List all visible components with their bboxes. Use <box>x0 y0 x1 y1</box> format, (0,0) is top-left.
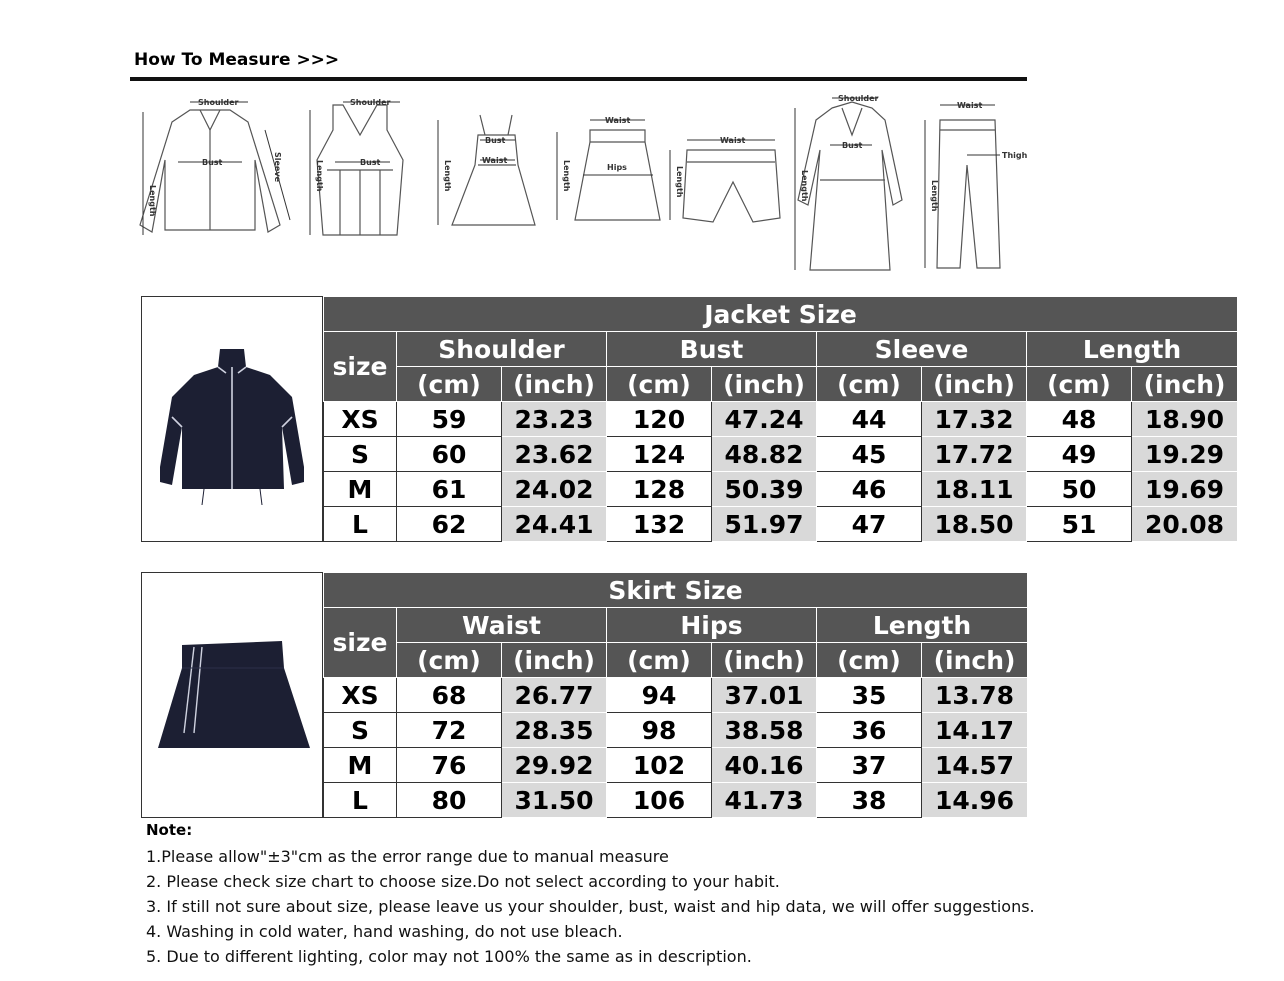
value-cell: 102 <box>607 748 712 783</box>
value-cell: 19.29 <box>1132 437 1238 472</box>
unit-inch: (inch) <box>502 367 607 402</box>
value-cell: 60 <box>397 437 502 472</box>
note-line: 4. Washing in cold water, hand washing, do not use bleach. <box>146 922 623 941</box>
skirt-image <box>141 572 323 818</box>
value-cell: 128 <box>607 472 712 507</box>
value-cell: 132 <box>607 507 712 542</box>
value-cell: 72 <box>397 713 502 748</box>
note-line: 2. Please check size chart to choose size.Do not select according to your habit. <box>146 872 780 891</box>
value-cell: 24.41 <box>502 507 607 542</box>
skirt-size-table <box>323 572 1028 818</box>
unit-cm: (cm) <box>607 643 712 678</box>
value-cell: 50 <box>1027 472 1132 507</box>
skirt-header-waist: Waist <box>397 608 607 643</box>
value-cell: 35 <box>817 678 922 713</box>
value-cell: 124 <box>607 437 712 472</box>
value-cell: 20.08 <box>1132 507 1238 542</box>
cami-length-label: Length <box>443 160 452 192</box>
value-cell: 44 <box>817 402 922 437</box>
size-cell: XS <box>324 402 397 437</box>
value-cell: 47.24 <box>712 402 817 437</box>
value-cell: 36 <box>817 713 922 748</box>
tank-bust-label: Bust <box>360 158 381 167</box>
measurement-diagrams <box>130 90 1030 275</box>
blouse-shoulder-label: Shoulder <box>198 98 239 107</box>
value-cell: 37 <box>817 748 922 783</box>
value-cell: 37.01 <box>712 678 817 713</box>
coat-diagram <box>790 90 910 275</box>
value-cell: 14.57 <box>922 748 1028 783</box>
value-cell: 46 <box>817 472 922 507</box>
unit-cm: (cm) <box>607 367 712 402</box>
value-cell: 80 <box>397 783 502 818</box>
value-cell: 26.77 <box>502 678 607 713</box>
jacket-header-sleeve: Sleeve <box>817 332 1027 367</box>
cami-dress-diagram <box>430 90 540 245</box>
skirt-diagram <box>545 90 665 245</box>
blouse-length-label: Length <box>148 185 157 217</box>
table-row <box>324 402 1238 437</box>
jacket-size-header: size <box>324 332 397 402</box>
value-cell: 14.96 <box>922 783 1028 818</box>
value-cell: 51 <box>1027 507 1132 542</box>
note-line: 3. If still not sure about size, please leave us your shoulder, bust, waist and hip data, we will offer suggestions. <box>146 897 1035 916</box>
coat-shoulder-label: Shoulder <box>838 94 879 103</box>
pants-length-label: Length <box>930 180 939 212</box>
blouse-diagram <box>130 90 290 245</box>
coat-bust-label: Bust <box>842 141 863 150</box>
skirt-table-title: Skirt Size <box>324 573 1028 608</box>
value-cell: 24.02 <box>502 472 607 507</box>
value-cell: 18.11 <box>922 472 1027 507</box>
value-cell: 50.39 <box>712 472 817 507</box>
value-cell: 23.23 <box>502 402 607 437</box>
value-cell: 76 <box>397 748 502 783</box>
value-cell: 18.90 <box>1132 402 1238 437</box>
size-cell: M <box>324 472 397 507</box>
value-cell: 17.32 <box>922 402 1027 437</box>
value-cell: 41.73 <box>712 783 817 818</box>
jacket-image <box>141 296 323 542</box>
table-row <box>324 678 1028 713</box>
value-cell: 38 <box>817 783 922 818</box>
unit-inch: (inch) <box>502 643 607 678</box>
jacket-header-bust: Bust <box>607 332 817 367</box>
tank-length-label: Length <box>315 160 324 192</box>
size-cell: XS <box>324 678 397 713</box>
title-divider <box>130 77 1027 81</box>
skirt-header-hips: Hips <box>607 608 817 643</box>
value-cell: 13.78 <box>922 678 1028 713</box>
blouse-sleeve-label: Sleeve <box>273 152 282 182</box>
size-cell: S <box>324 713 397 748</box>
unit-cm: (cm) <box>1027 367 1132 402</box>
unit-inch: (inch) <box>922 367 1027 402</box>
skirt-hips-label: Hips <box>607 163 627 172</box>
unit-cm: (cm) <box>397 643 502 678</box>
value-cell: 14.17 <box>922 713 1028 748</box>
skirt-header-length: Length <box>817 608 1028 643</box>
value-cell: 31.50 <box>502 783 607 818</box>
note-line: 1.Please allow"±3"cm as the error range due to manual measure <box>146 847 669 866</box>
table-row <box>324 713 1028 748</box>
pants-diagram <box>915 90 1028 275</box>
value-cell: 45 <box>817 437 922 472</box>
value-cell: 51.97 <box>712 507 817 542</box>
value-cell: 19.69 <box>1132 472 1238 507</box>
value-cell: 18.50 <box>922 507 1027 542</box>
note-line: 5. Due to different lighting, color may not 100% the same as in description. <box>146 947 752 966</box>
value-cell: 106 <box>607 783 712 818</box>
value-cell: 40.16 <box>712 748 817 783</box>
unit-cm: (cm) <box>817 367 922 402</box>
size-cell: L <box>324 783 397 818</box>
value-cell: 68 <box>397 678 502 713</box>
table-row <box>324 437 1238 472</box>
cami-waist-label: Waist <box>482 156 508 165</box>
unit-cm: (cm) <box>817 643 922 678</box>
table-row <box>324 507 1238 542</box>
jacket-header-length: Length <box>1027 332 1238 367</box>
notes-title: Note: <box>146 821 193 839</box>
value-cell: 29.92 <box>502 748 607 783</box>
shorts-waist-label: Waist <box>720 136 746 145</box>
value-cell: 28.35 <box>502 713 607 748</box>
value-cell: 49 <box>1027 437 1132 472</box>
value-cell: 23.62 <box>502 437 607 472</box>
blouse-bust-label: Bust <box>202 158 223 167</box>
coat-length-label: Length <box>800 170 809 202</box>
notes-section <box>146 821 1035 969</box>
tank-shoulder-label: Shoulder <box>350 98 391 107</box>
skirt-size-header: size <box>324 608 397 678</box>
tank-diagram <box>305 90 415 245</box>
value-cell: 59 <box>397 402 502 437</box>
value-cell: 48 <box>1027 402 1132 437</box>
unit-inch: (inch) <box>712 367 817 402</box>
pants-thigh-label: Thigh <box>1002 151 1028 160</box>
how-to-measure-title: How To Measure >>> <box>134 50 340 70</box>
jacket-size-table <box>323 296 1238 542</box>
size-cell: L <box>324 507 397 542</box>
unit-inch: (inch) <box>1132 367 1238 402</box>
unit-cm: (cm) <box>397 367 502 402</box>
value-cell: 61 <box>397 472 502 507</box>
size-cell: M <box>324 748 397 783</box>
shorts-length-label: Length <box>675 166 684 198</box>
jacket-table-title: Jacket Size <box>324 297 1238 332</box>
value-cell: 120 <box>607 402 712 437</box>
value-cell: 48.82 <box>712 437 817 472</box>
table-row <box>324 748 1028 783</box>
value-cell: 17.72 <box>922 437 1027 472</box>
size-cell: S <box>324 437 397 472</box>
value-cell: 38.58 <box>712 713 817 748</box>
table-row <box>324 472 1238 507</box>
table-row <box>324 783 1028 818</box>
skirt-length-label: Length <box>562 160 571 192</box>
skirt-waist-label: Waist <box>605 116 631 125</box>
value-cell: 47 <box>817 507 922 542</box>
jacket-header-shoulder: Shoulder <box>397 332 607 367</box>
value-cell: 62 <box>397 507 502 542</box>
unit-inch: (inch) <box>712 643 817 678</box>
value-cell: 98 <box>607 713 712 748</box>
unit-inch: (inch) <box>922 643 1028 678</box>
shorts-diagram <box>665 90 785 245</box>
pants-waist-label: Waist <box>957 101 983 110</box>
cami-bust-label: Bust <box>485 136 506 145</box>
value-cell: 94 <box>607 678 712 713</box>
